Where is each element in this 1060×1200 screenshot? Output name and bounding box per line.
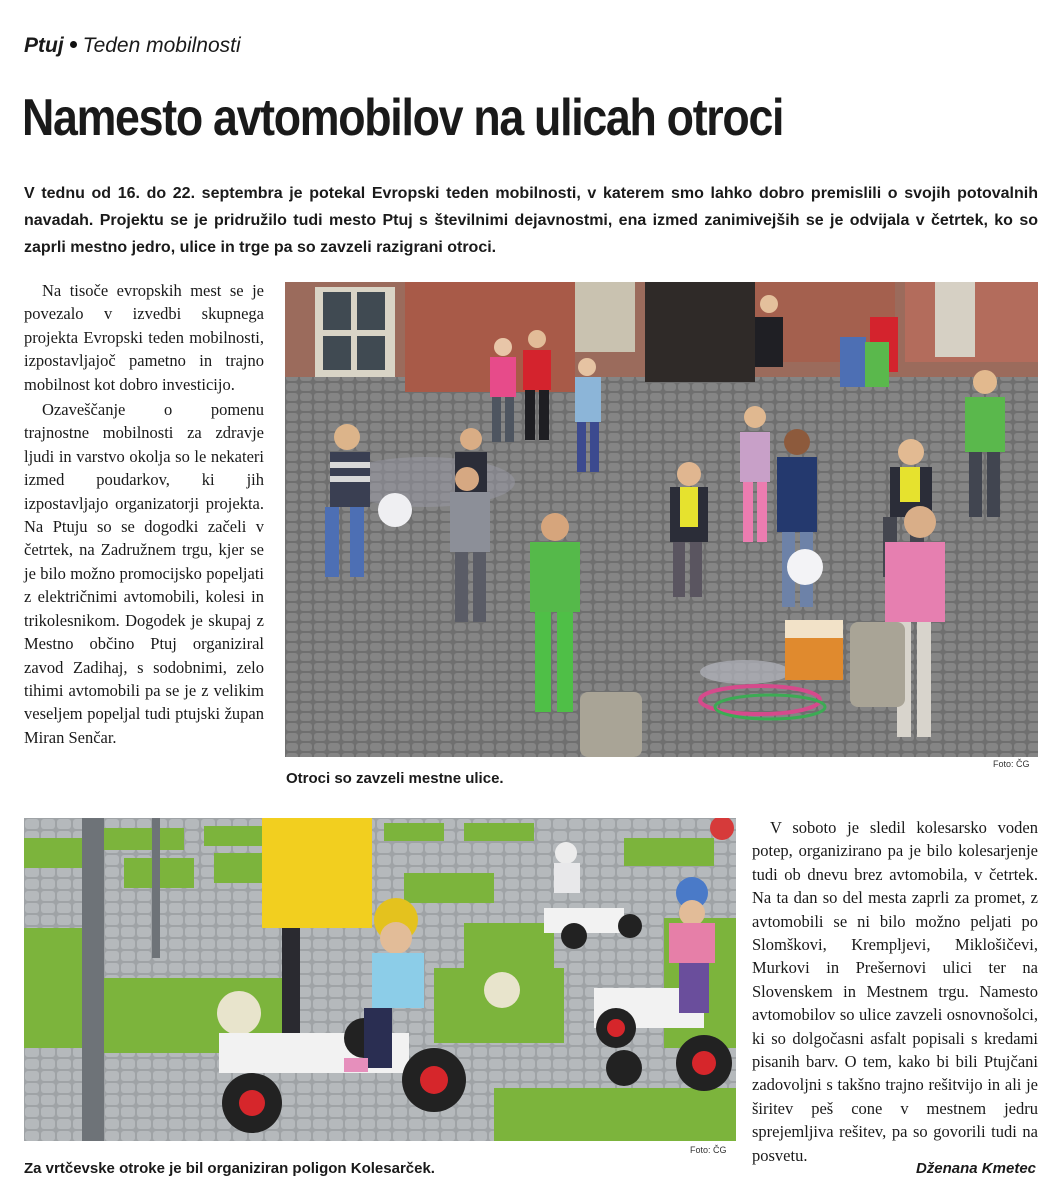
bullet-dot-icon xyxy=(70,41,77,48)
body-paragraph: Ozaveščanje o pomenu trajnostne mobilnosti za zdravje ljudi in varstvo okolja so le nekateri izmed poudarkov, ki jih izpostavljajo organizatorji projekta. Na Ptuju so se dogodki začeli v četrtek, na Zadružnem trgu, kjer se je bilo možno promocijsko popeljati z električnimi avtomobili, kolesi in trikolesnikom. Dogodek je skupaj z Mestno občino Ptuj organiziral zavod Zadihaj, s sodobnimi, zelo tihimi avtomobili pa se je z velikim veseljem popeljal tudi ptujski župan Miran Senčar. xyxy=(24,400,264,747)
photo-caption: Za vrtčevske otroke je bil organiziran poligon Kolesarček. xyxy=(24,1160,435,1177)
photo-children-street-image xyxy=(285,282,1038,757)
photo-caption: Otroci so zavzeli mestne ulice. xyxy=(286,770,504,787)
photo-pedal-karts xyxy=(24,818,736,1141)
article-lead: V tednu od 16. do 22. septembra je potekal Evropski teden mobilnosti, v katerem smo lahko dobro premislili o svojih potovalnih navadah. Projektu se je pridružilo tudi mesto Ptuj s številnimi dejavnostmi, ena izmed zanimivejših se je odvijala v četrtek, ko so zaprli mestno jedro, ulice in trge pa so zavzeli razigrani otroci. xyxy=(24,185,1038,256)
kicker-place: Ptuj xyxy=(24,34,64,57)
body-column-left xyxy=(24,279,264,749)
section-kicker xyxy=(24,34,241,58)
article-headline: Namesto avtomobilov na ulicah otroci xyxy=(22,89,784,147)
body-column-right xyxy=(752,816,1038,1167)
body-paragraph: V soboto je sledil kolesarsko voden potep, organizirano pa je bilo kolesarjenje tudi ob dnevu brez avtomobila, v četrtek. Na ta dan so del mesta zaprli za promet, z avtomobili se ni bilo možno peljati po Slomškovi, Krempljevi, Miklošičevi, Murkovi in Prešernovi ulici ter na Slovenskem in Mestnem trgu. Namesto avtomobilov so ulice zavzeli osnovnošolci, ki so dolgočasni asfalt popisali s kredami pisanih barv. O tem, kako bi bili Ptujčani zadovoljni s takšno trajno rešitvijo in ali je širitev peš cone v mestnem jedru sprejemljiva rešitev, pa so govorili tudi na posvetu. xyxy=(752,818,1038,1165)
photo-pedal-karts-image xyxy=(24,818,736,1141)
kicker-section: Teden mobilnosti xyxy=(82,34,241,57)
author-byline: Dženana Kmetec xyxy=(915,1160,1036,1177)
photo-credit: Foto: ČG xyxy=(690,1145,727,1155)
photo-credit: Foto: ČG xyxy=(993,759,1030,769)
body-paragraph: Na tisoče evropskih mest se je povezalo v izvedbi skupnega projekta Evropski teden mobilnosti, izpostavljajoč pametno in trajno mobilnost kot dobro investicijo. xyxy=(24,281,264,394)
photo-children-street xyxy=(285,282,1038,757)
